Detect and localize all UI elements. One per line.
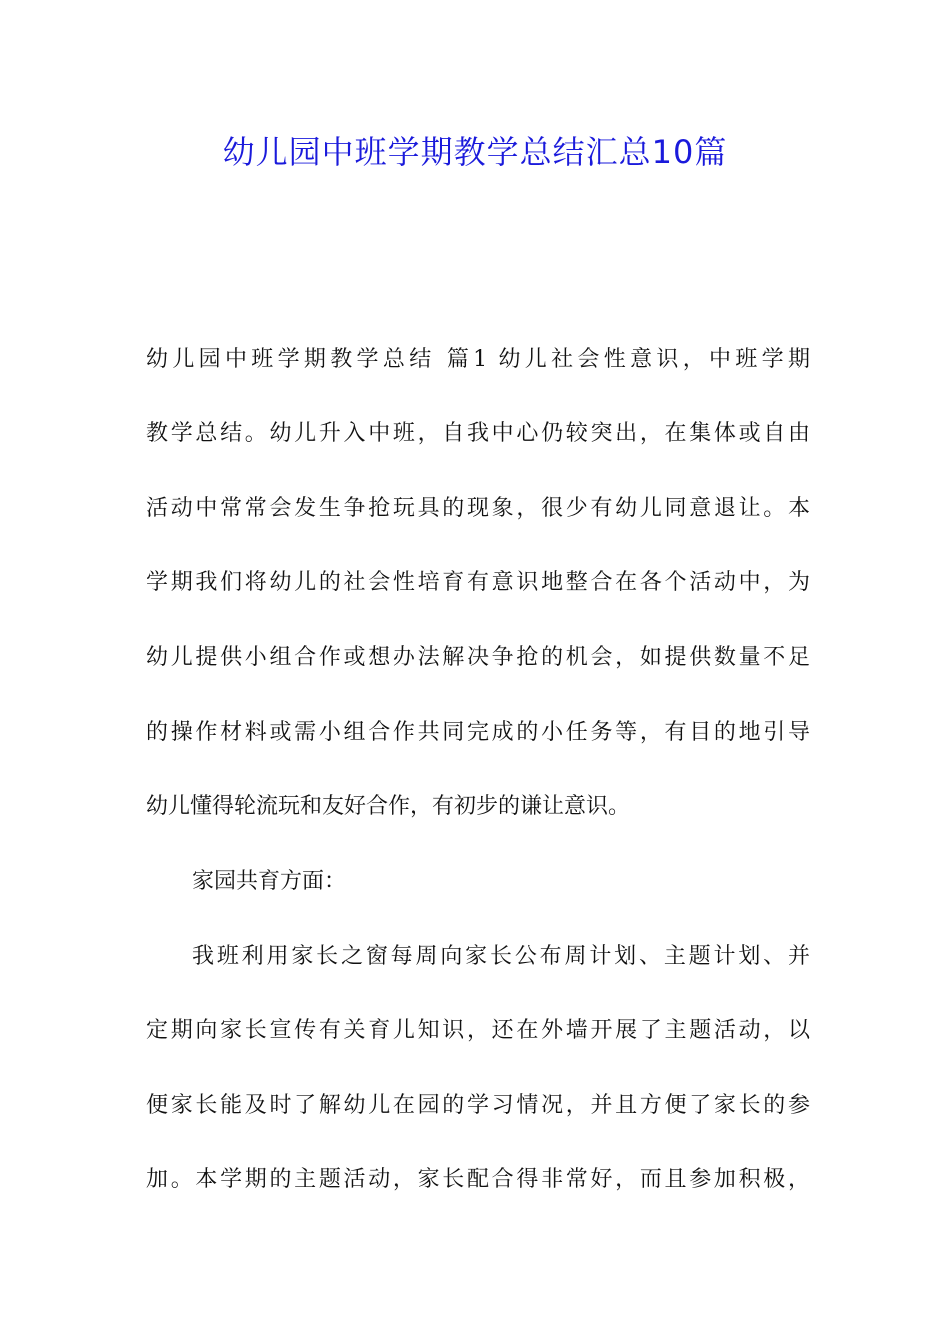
body-line-4: 学期我们将幼儿的社会性培育有意识地整合在各个活动中，为 — [146, 570, 810, 595]
section-heading-home-school: 家园共育方面： — [192, 869, 347, 894]
body-line-10: 定期向家长宣传有关育儿知识，还在外墙开展了主题活动，以 — [146, 1018, 810, 1043]
body-line-3: 活动中常常会发生争抢玩具的现象，很少有幼儿同意退让。本 — [146, 496, 810, 521]
body-line-12: 加。本学期的主题活动，家长配合得非常好，而且参加积极， — [146, 1167, 810, 1192]
body-line-5: 幼儿提供小组合作或想办法解决争抢的机会，如提供数量不足 — [146, 645, 810, 670]
body-line-11: 便家长能及时了解幼儿在园的学习情况，并且方便了家长的参 — [146, 1093, 810, 1118]
body-line-1: 幼儿园中班学期教学总结 篇1 幼儿社会性意识，中班学期 — [146, 347, 810, 372]
body-line-6: 的操作材料或需小组合作共同完成的小任务等，有目的地引导 — [146, 720, 810, 745]
body-line-9: 我班利用家长之窗每周向家长公布周计划、主题计划、并 — [192, 944, 810, 969]
body-line-2: 教学总结。幼儿升入中班，自我中心仍较突出，在集体或自由 — [146, 421, 810, 446]
body-line-7: 幼儿懂得轮流玩和友好合作，有初步的谦让意识。 — [146, 794, 631, 819]
document-title: 幼儿园中班学期教学总结汇总10篇 — [222, 133, 728, 171]
